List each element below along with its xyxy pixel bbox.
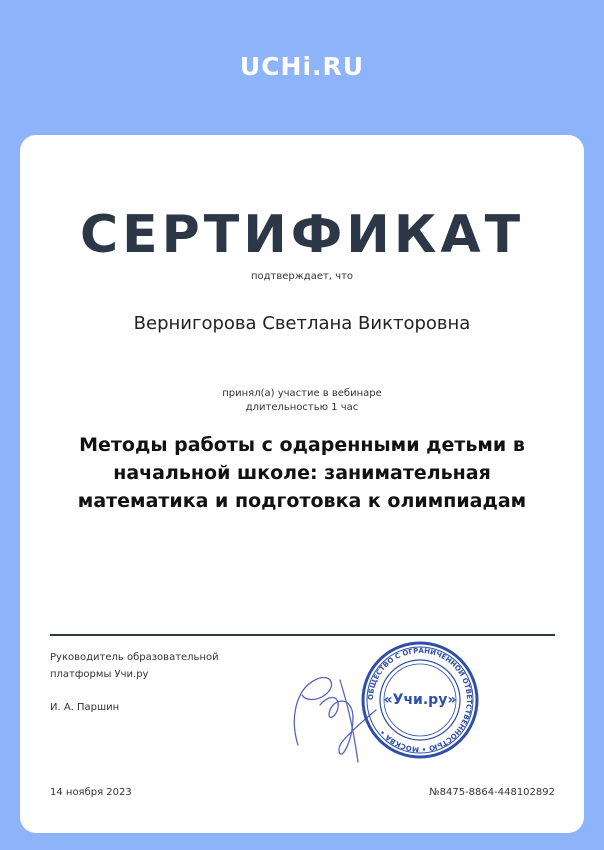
- uchi-logo: UCHi.RU: [239, 52, 365, 81]
- signatory-name: И. А. Паршин: [50, 702, 120, 713]
- confirms-text: подтверждает, что: [250, 271, 354, 282]
- participation-text: [20, 387, 584, 415]
- webinar-title: Методы работы с одаренными детьми в начальной школе: занимательная математика и подготовка к олимпиадам: [77, 434, 527, 512]
- stamp-center-text: «Учи.ру»: [383, 692, 457, 708]
- stamp-ring-text: ОБЩЕСТВО С ОГРАНИЧЕННОЙ ОТВЕТСТВЕННОСТЬЮ • МОСКВА •: [366, 646, 474, 754]
- certificate-number: №8475-8864-448102892: [429, 787, 555, 798]
- official-stamp: [360, 640, 480, 760]
- signatory-role: [50, 649, 250, 683]
- participation-line-2: длительностью 1 час: [245, 402, 359, 413]
- recipient-name: Вернигорова Светлана Викторовна: [133, 313, 471, 334]
- participation-line-1: принял(а) участие в вебинаре: [222, 388, 382, 399]
- certificate-card: [20, 135, 584, 833]
- signatory-role-line-1: Руководитель образовательной: [50, 652, 219, 663]
- certificate-title: СЕРТИФИКАТ: [79, 205, 525, 265]
- divider: [50, 634, 555, 636]
- signatory-role-line-2: платформы Учи.ру: [50, 669, 149, 680]
- issue-date: 14 ноября 2023: [50, 787, 132, 798]
